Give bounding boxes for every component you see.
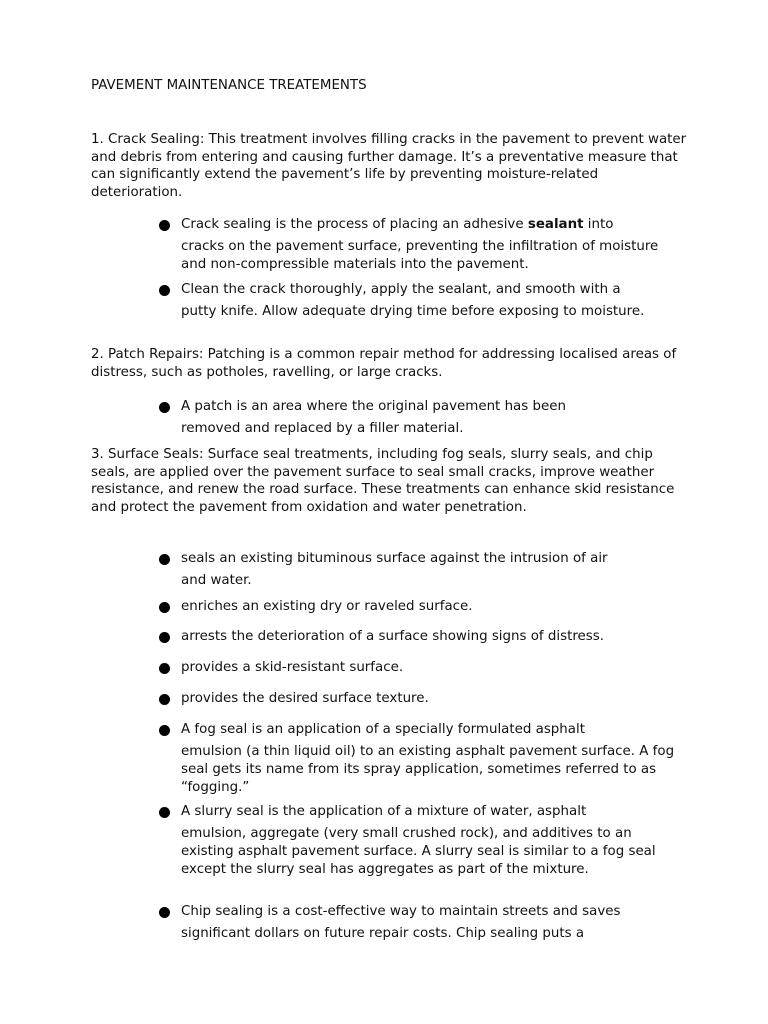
sealant-emphasis: sealant xyxy=(527,217,584,232)
list-item-text: removed and replaced by a filler material. xyxy=(181,421,464,436)
list-item-text: arrests the deterioration of a surface showing signs of distress. xyxy=(181,629,605,644)
list-item xyxy=(181,550,686,590)
list-item xyxy=(181,690,686,712)
list-item xyxy=(181,721,686,797)
list-item-text: provides the desired surface texture. xyxy=(181,691,429,706)
list-item-text: emulsion (a thin liquid oil) to an existing asphalt pavement surface. A fog seal gets its name from its spray application, sometimes referred to as “fogging.” xyxy=(181,744,675,795)
list-item-text: cracks on the pavement surface, preventing the infiltration of moisture and non-compressible materials into the pavement. xyxy=(181,239,659,272)
list-item xyxy=(181,281,686,321)
list-item-text: into xyxy=(583,217,614,232)
list-item-text: putty knife. Allow adequate drying time before exposing to moisture. xyxy=(181,304,645,319)
list-item-text: significant dollars on future repair costs. Chip sealing puts a xyxy=(181,926,585,941)
list-item xyxy=(181,659,686,681)
section-paragraph-crack-sealing: 1. Crack Sealing: This treatment involves filling cracks in the pavement to prevent water and debris from entering and causing further damage. It’s a preventative measure that can significantly extend the pavement’s life by preventing moisture-related deterioration. xyxy=(91,132,687,200)
list-item-text: emulsion, aggregate (very small crushed rock), and additives to an existing asphalt pavement surface. A slurry seal is similar to a fog seal except the slurry seal has aggregates as part of the mixture. xyxy=(181,826,656,877)
bullet-icon xyxy=(159,285,170,296)
bullet-icon xyxy=(159,663,170,674)
document-title: PAVEMENT MAINTENANCE TREATEMENTS xyxy=(91,78,367,93)
bullet-icon xyxy=(159,807,170,818)
list-item-text: A fog seal is an application of a specially formulated asphalt xyxy=(181,722,585,737)
section-paragraph-patch-repairs: 2. Patch Repairs: Patching is a common repair method for addressing localised areas of distress, such as potholes, ravelling, or large cracks. xyxy=(91,347,677,380)
list-item-text: Chip sealing is a cost-effective way to maintain streets and saves xyxy=(181,904,621,919)
list-item xyxy=(181,803,686,879)
list-item xyxy=(181,628,686,650)
bullet-icon xyxy=(159,632,170,643)
section-paragraph-surface-seals: 3. Surface Seals: Surface seal treatments, including fog seals, slurry seals, and chip seals, are applied over the pavement surface to seal small cracks, improve weather resistance, and renew the road surface. These treatments can enhance skid resistance and protect the pavement from oxidation and water penetration. xyxy=(91,447,675,515)
list-item-text: seals an existing bituminous surface against the intrusion of air xyxy=(181,551,608,566)
bullet-icon xyxy=(159,907,170,918)
bullet-icon xyxy=(159,725,170,736)
list-item xyxy=(181,903,686,943)
bullet-icon xyxy=(159,220,170,231)
list-item-text: Crack sealing is the process of placing an adhesive xyxy=(181,217,528,232)
list-item xyxy=(181,598,686,620)
list-item-text: and water. xyxy=(181,573,252,588)
list-item-text: provides a skid-resistant surface. xyxy=(181,660,404,675)
list-item xyxy=(181,216,686,274)
list-item-text: Clean the crack thoroughly, apply the sealant, and smooth with a xyxy=(181,282,621,297)
list-item-text: A patch is an area where the original pavement has been xyxy=(181,399,566,414)
bullet-icon xyxy=(159,694,170,705)
list-item-text: enriches an existing dry or raveled surface. xyxy=(181,599,473,614)
bullet-icon xyxy=(159,554,170,565)
bullet-icon xyxy=(159,402,170,413)
bullet-icon xyxy=(159,602,170,613)
list-item-text: A slurry seal is the application of a mixture of water, asphalt xyxy=(181,804,587,819)
list-item xyxy=(181,398,686,438)
